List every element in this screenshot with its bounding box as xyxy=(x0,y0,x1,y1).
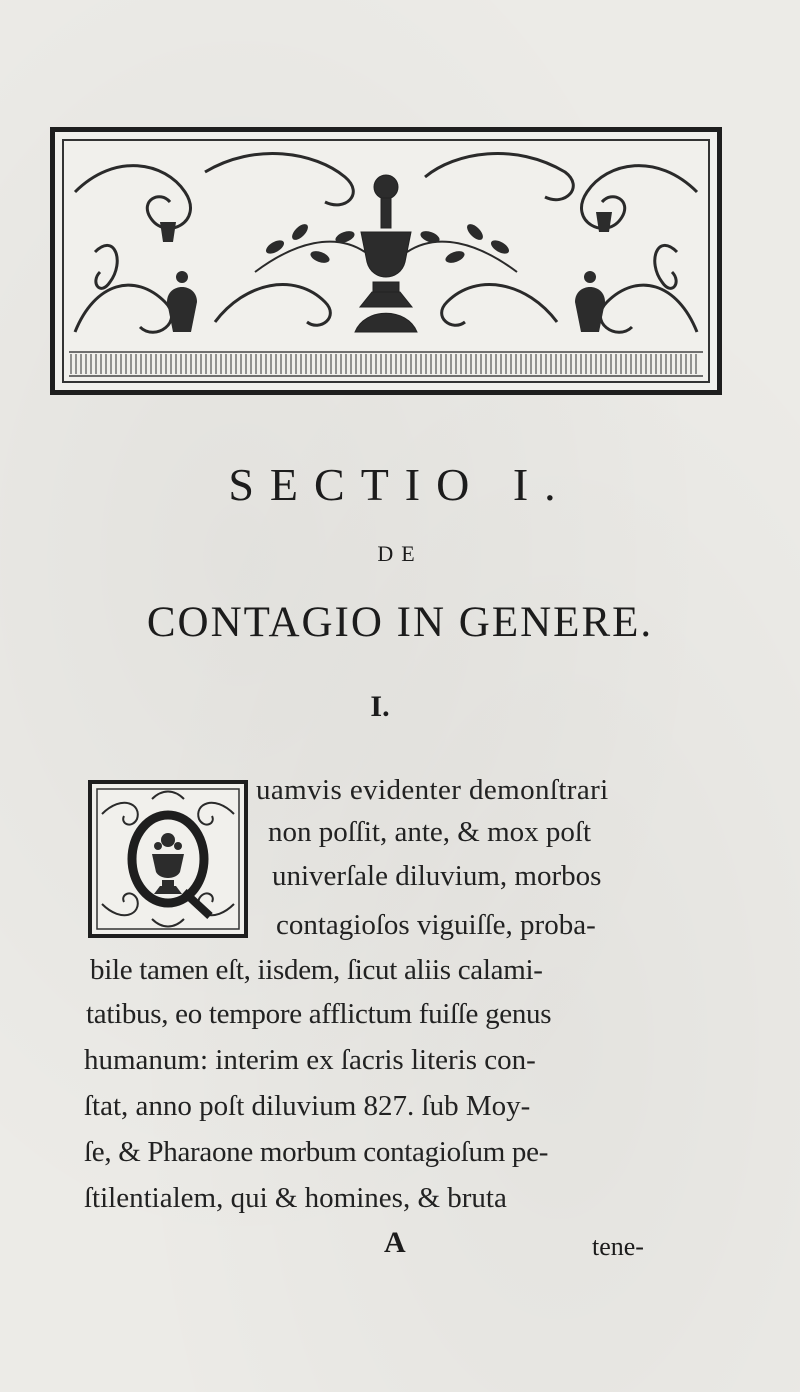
body-line: humanum: interim ex ſacris literis con- xyxy=(84,1044,536,1076)
body-line: contagioſos viguiſſe, proba- xyxy=(276,909,596,941)
section-title: CONTAGIO IN GENERE. xyxy=(146,599,654,646)
initial-q-ornament-icon xyxy=(92,784,244,934)
headpiece-ornament-icon xyxy=(55,132,717,390)
body-line: uamvis evidenter demonſtrari xyxy=(256,774,609,806)
ornamental-headpiece xyxy=(50,127,722,395)
signature-mark: A xyxy=(384,1226,406,1259)
body-line: tatibus, eo tempore afflictum fuiſſe genus xyxy=(86,998,552,1030)
body-line: univerſale diluvium, morbos xyxy=(272,860,602,892)
body-line: ſtilentialem, qui & homines, & bruta xyxy=(84,1182,507,1214)
decorated-initial xyxy=(88,780,248,938)
section-heading: SECTIO I. xyxy=(228,459,572,510)
paragraph-number: I. xyxy=(370,690,390,723)
catchword: tene- xyxy=(592,1232,644,1261)
body-line: bile tamen eſt, iisdem, ſicut aliis calami- xyxy=(90,954,543,986)
body-line: ſe, & Pharaone morbum contagioſum pe- xyxy=(84,1136,549,1168)
body-line: ſtat, anno poſt diluvium 827. ſub Moy- xyxy=(84,1090,531,1122)
body-line: non poſſit, ante, & mox poſt xyxy=(268,816,592,848)
section-subheading-de: DE xyxy=(377,541,423,566)
